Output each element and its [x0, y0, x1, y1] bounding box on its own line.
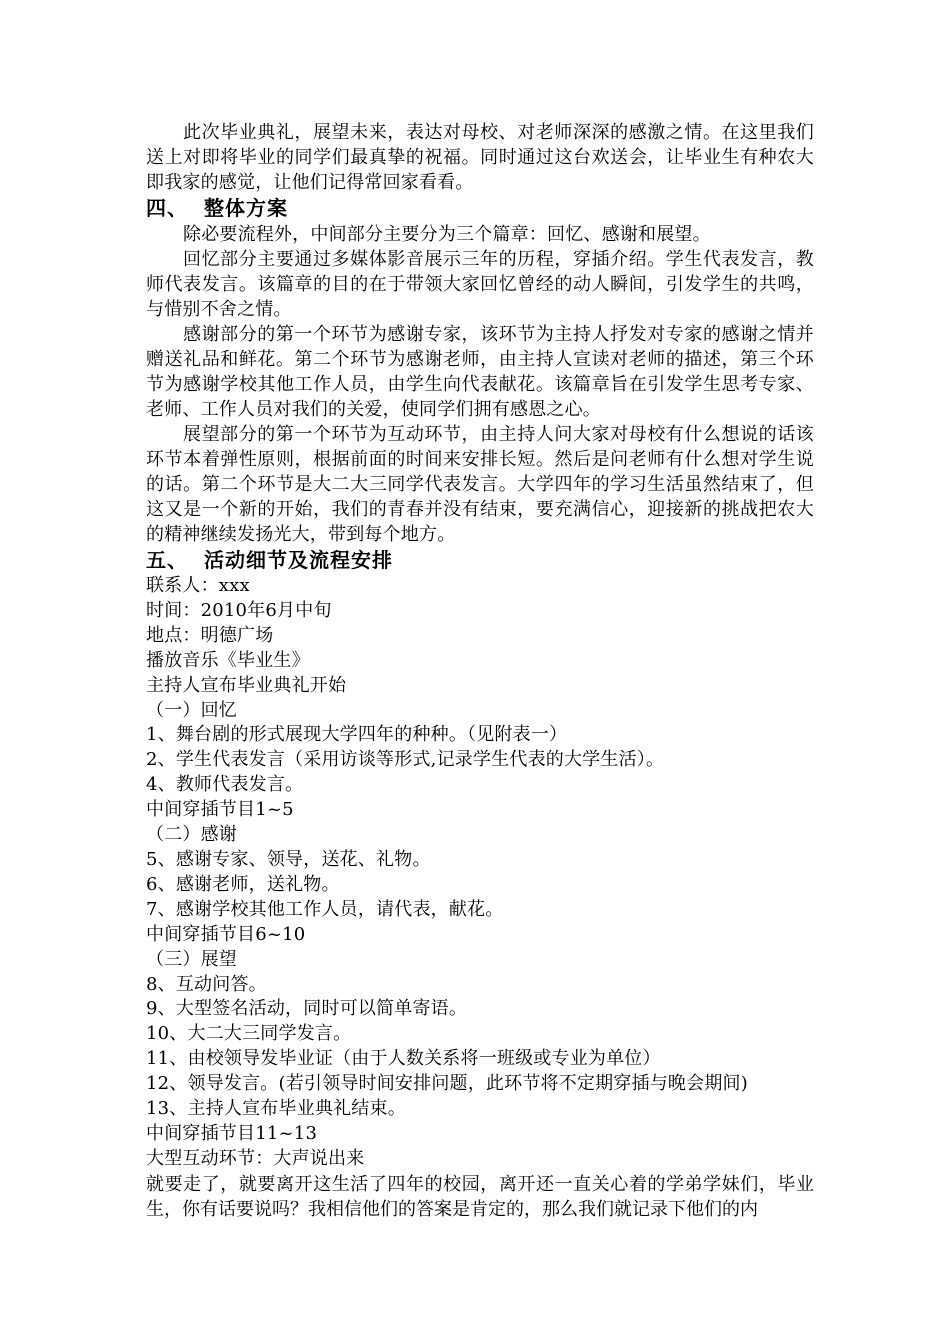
subsection-heading: （三）展望	[146, 948, 237, 970]
section-5-number: 五、	[146, 548, 188, 572]
subsection-heading: （二）感谢	[146, 824, 237, 846]
schedule-line: 13、主持人宣布毕业典礼结束。	[146, 1098, 406, 1120]
schedule-line: 1、舞台剧的形式展现大学四年的种种。（见附表一）	[146, 724, 568, 746]
schedule-line: 8、互动问答。	[146, 973, 267, 995]
time-line: 时间：2010年6月中旬	[146, 599, 332, 621]
schedule-line: 中间穿插节目6~10	[146, 923, 306, 945]
section-4-heading	[146, 195, 814, 222]
section-4-number: 四、	[146, 196, 188, 220]
schedule-line: 中间穿插节目11~13	[146, 1122, 318, 1144]
section-4-title: 整体方案	[204, 196, 288, 220]
section-4-paragraph: 除必要流程外，中间部分主要分为三个篇章：回忆、感谢和展望。	[183, 224, 711, 245]
schedule-line: 9、大型签名活动，同时可以简单寄语。	[146, 998, 468, 1020]
schedule-line: 6、感谢老师，送礼物。	[146, 873, 340, 895]
contact-line: 联系人：xxx	[146, 575, 250, 596]
section-4-paragraph: 展望部分的第一个环节为互动环节，由主持人问大家对母校有什么想说的话该环节本着弹性原则，根据前面的时间来安排长短。然后是问老师有什么想对学生说的话。第二个环节是大二大三同学代表发言。大学四年的学习生活虽然结束了，但这又是一个新的开始，我们的青春并没有结束，要充满信心，迎接新的挑战把农大的精神继续发扬光大，带到每个地方。	[146, 424, 814, 545]
document-page	[146, 120, 814, 1222]
schedule-line: 10、大二大三同学发言。	[146, 1023, 352, 1045]
schedule-line: 5、感谢专家、领导，送花、礼物。	[146, 848, 431, 870]
section-5-heading	[146, 547, 814, 574]
section-4-paragraph: 感谢部分的第一个环节为感谢专家，该环节为主持人抒发对专家的感谢之情并赠送礼品和鲜花。第二个环节为感谢老师，由主持人宣读对老师的描述，第三个环节为感谢学校其他工作人员，由学生向代表献花。该篇章旨在引发学生思考专家、老师、工作人员对我们的关爱，使同学们拥有感恩之心。	[146, 324, 814, 420]
intro-paragraph: 此次毕业典礼，展望未来，表达对母校、对老师深深的感激之情。在这里我们送上对即将毕业的同学们最真挚的祝福。同时通过这台欢送会，让毕业生有种农大即我家的感觉，让他们记得常回家看看。	[146, 122, 814, 193]
schedule-line: 播放音乐《毕业生》	[146, 649, 310, 671]
schedule-line: 2、学生代表发言（采用访谈等形式,记录学生代表的大学生活）。	[146, 749, 665, 771]
schedule-line: 12、领导发言。(若引领导时间安排问题，此环节将不定期穿插与晚会期间)	[146, 1073, 748, 1095]
closing-paragraph: 就要走了，就要离开这生活了四年的校园，离开还一直关心着的学弟学妹们，毕业生，你有话要说吗？我相信他们的答案是肯定的，那么我们就记录下他们的内	[146, 1173, 814, 1220]
schedule-line: 主持人宣布毕业典礼开始	[146, 674, 347, 696]
location-line: 地点：明德广场	[146, 624, 274, 646]
schedule-line: 中间穿插节目1~5	[146, 799, 294, 821]
schedule-line: 11、由校领导发毕业证（由于人数关系将一班级或专业为单位）	[146, 1048, 661, 1070]
schedule-line: 大型互动环节：大声说出来	[146, 1147, 365, 1169]
section-5-title: 活动细节及流程安排	[204, 548, 393, 572]
section-4-paragraph: 回忆部分主要通过多媒体影音展示三年的历程，穿插介绍。学生代表发言，教师代表发言。该篇章的目的在于带领大家回忆曾经的动人瞬间，引发学生的共鸣，与惜别不舍之情。	[146, 249, 814, 320]
subsection-heading: （一）回忆	[146, 699, 237, 721]
schedule-line: 4、教师代表发言。	[146, 774, 304, 796]
schedule-line: 7、感谢学校其他工作人员，请代表，献花。	[146, 898, 504, 920]
